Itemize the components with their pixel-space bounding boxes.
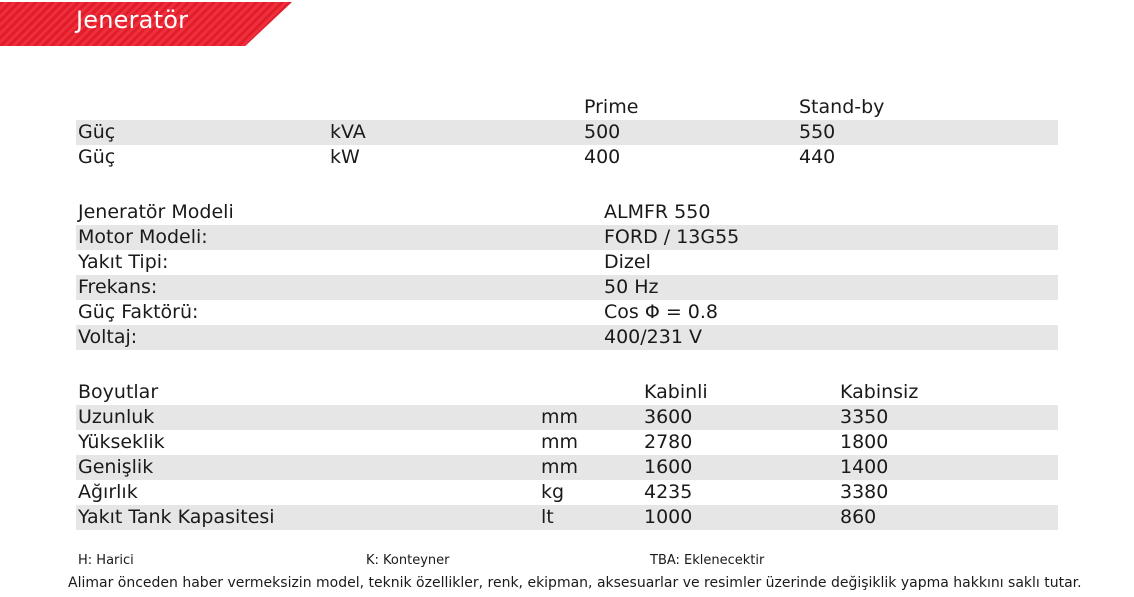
dim-kabinsiz: 3380 bbox=[840, 481, 889, 503]
row-unit: kW bbox=[330, 146, 360, 168]
dim-kabinli: 2780 bbox=[644, 431, 693, 453]
spec-value: FORD / 13G55 bbox=[604, 226, 740, 248]
table-row bbox=[76, 505, 1058, 530]
legend-konteyner: K: Konteyner bbox=[366, 553, 450, 568]
dim-kabinli: 3600 bbox=[644, 406, 693, 428]
dim-unit: lt bbox=[541, 506, 554, 528]
row-unit: kVA bbox=[330, 121, 366, 143]
row-label: Güç bbox=[78, 146, 116, 168]
dim-kabinli: 1600 bbox=[644, 456, 693, 478]
dim-unit: kg bbox=[541, 481, 565, 503]
row-prime: 400 bbox=[584, 146, 621, 168]
dim-kabinsiz: 3350 bbox=[840, 406, 889, 428]
dim-kabinli: 4235 bbox=[644, 481, 693, 503]
dim-unit: mm bbox=[541, 456, 579, 478]
row-standby: 550 bbox=[799, 121, 836, 143]
spec-value: Cos Φ = 0.8 bbox=[604, 301, 718, 323]
table-row bbox=[76, 200, 1058, 225]
spec-label: Motor Modeli: bbox=[78, 226, 208, 248]
spec-label: Voltaj: bbox=[78, 326, 138, 348]
spec-value: 50 Hz bbox=[604, 276, 659, 298]
table-row bbox=[76, 225, 1058, 250]
dim-unit: mm bbox=[541, 406, 579, 428]
table-row bbox=[76, 300, 1058, 325]
spec-label: Jeneratör Modeli bbox=[78, 201, 234, 223]
table-row bbox=[76, 145, 1058, 170]
col-header-prime: Prime bbox=[584, 96, 639, 118]
legend-tba: TBA: Eklenecektir bbox=[650, 553, 765, 568]
spec-value: ALMFR 550 bbox=[604, 201, 711, 223]
spec-label: Yakıt Tipi: bbox=[78, 251, 169, 273]
row-standby: 440 bbox=[799, 146, 836, 168]
dim-label: Yükseklik bbox=[78, 431, 165, 453]
power-table-header bbox=[76, 95, 1058, 120]
legend-harici: H: Harici bbox=[78, 553, 134, 568]
spec-value: 400/231 V bbox=[604, 326, 702, 348]
table-row bbox=[76, 325, 1058, 350]
dim-kabinsiz: 1800 bbox=[840, 431, 889, 453]
dimensions-table-header bbox=[76, 380, 1058, 405]
dim-kabinsiz: 1400 bbox=[840, 456, 889, 478]
page-title: Jeneratör bbox=[76, 6, 189, 34]
col-header-kabinsiz: Kabinsiz bbox=[840, 381, 919, 403]
spec-value: Dizel bbox=[604, 251, 651, 273]
row-prime: 500 bbox=[584, 121, 621, 143]
row-label: Güç bbox=[78, 121, 116, 143]
dim-kabinli: 1000 bbox=[644, 506, 693, 528]
table-row bbox=[76, 250, 1058, 275]
table-row bbox=[76, 455, 1058, 480]
dim-unit: mm bbox=[541, 431, 579, 453]
col-header-standby: Stand-by bbox=[799, 96, 885, 118]
table-row bbox=[76, 480, 1058, 505]
spec-label: Frekans: bbox=[78, 276, 158, 298]
table-row bbox=[76, 430, 1058, 455]
col-header-kabinli: Kabinli bbox=[644, 381, 708, 403]
table-row bbox=[76, 275, 1058, 300]
dim-label: Ağırlık bbox=[78, 481, 138, 503]
table-row bbox=[76, 120, 1058, 145]
dim-label: Uzunluk bbox=[78, 406, 155, 428]
dim-label: Genişlik bbox=[78, 456, 154, 478]
spec-label: Güç Faktörü: bbox=[78, 301, 199, 323]
dim-kabinsiz: 860 bbox=[840, 506, 877, 528]
dim-label: Yakıt Tank Kapasitesi bbox=[78, 506, 275, 528]
dimensions-title: Boyutlar bbox=[78, 381, 159, 403]
disclaimer: Alimar önceden haber vermeksizin model, teknik özellikler, renk, ekipman, aksesuarlar ve resimler üzerinde değişiklik yapma hakkını saklı tutar. bbox=[68, 575, 1082, 591]
table-row bbox=[76, 405, 1058, 430]
